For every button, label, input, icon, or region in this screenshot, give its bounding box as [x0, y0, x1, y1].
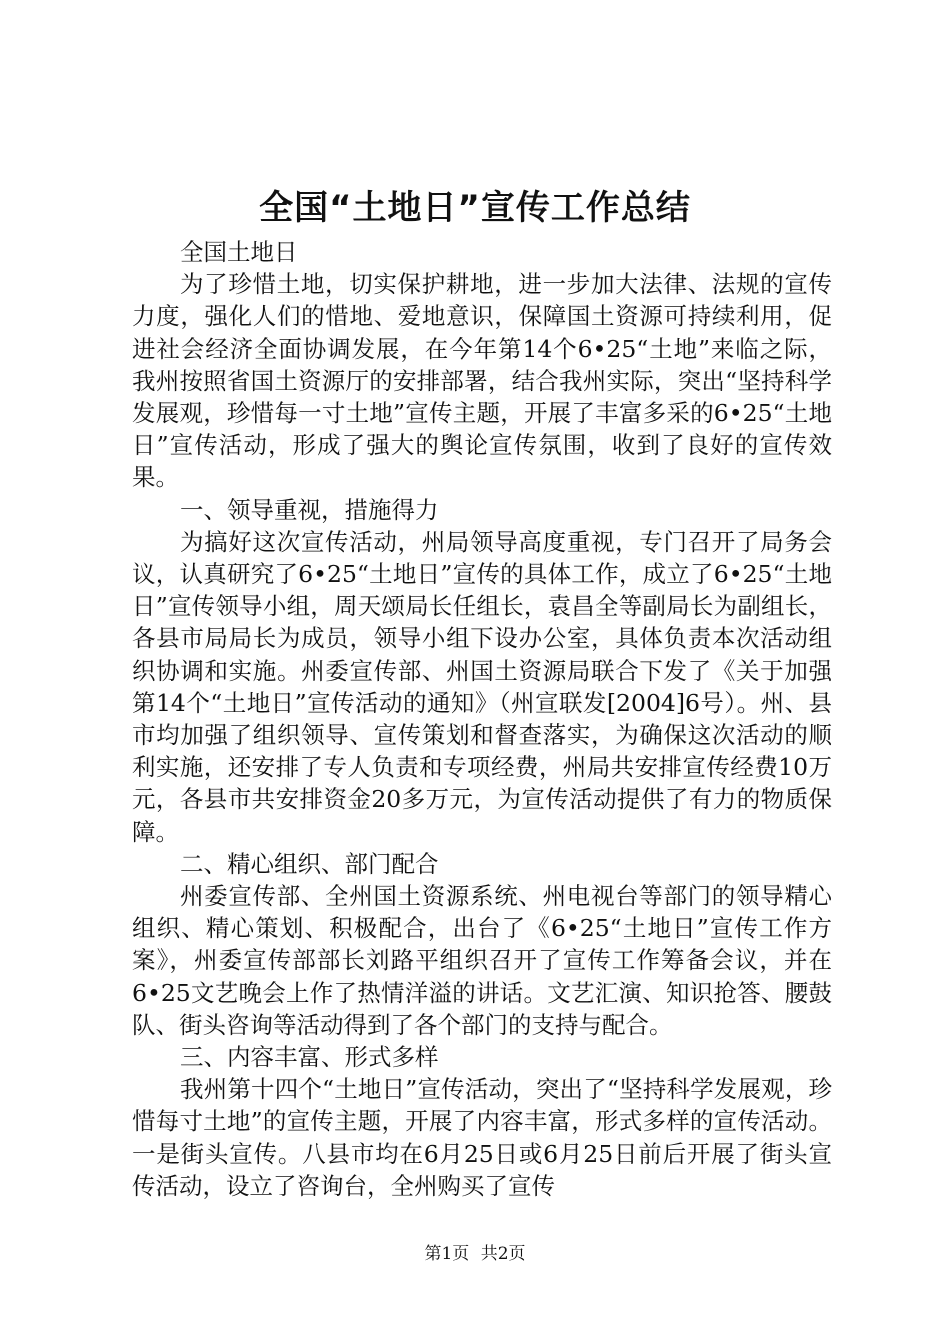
section-1-paragraph: 为搞好这次宣传活动，州局领导高度重视，专门召开了局务会议，认真研究了6•25“土地日”宣传的具体工作，成立了6•25“土地日”宣传领导小组，周天颂局长任组长，袁昌全等副局长为副组长，各县市局局长为成员，领导小组下设办公室，具体负责本次活动组织协调和实施。州委宣传部、州国土资源局联合下发了《关于加强第14个“土地日”宣传活动的通知》（州宣联发[2004]6号）。州、县市均加强了组织领导、宣传策划和督查落实，为确保这次活动的顺利实施，还安排了专人负责和专项经费，州局共安排宣传经费10万元，各县市共安排资金20多万元，为宣传活动提供了有力的物质保障。 — [132, 527, 832, 846]
intro-paragraph: 为了珍惜土地，切实保护耕地，进一步加大法律、法规的宣传力度，强化人们的惜地、爱地意识，保障国土资源可持续利用，促进社会经济全面协调发展，在今年第14个6•25“土地”来临之际，我州按照省国土资源厅的安排部署，结合我州实际，突出“坚持科学发展观，珍惜每一寸土地”宣传主题，开展了丰富多采的6•25“土地日”宣传活动，形成了强大的舆论宣传氛围，收到了良好的宣传效果。 — [132, 270, 832, 492]
section-2-paragraph: 州委宣传部、全州国土资源系统、州电视台等部门的领导精心组织、精心策划、积极配合，出台了《6•25“土地日”宣传工作方案》，州委宣传部部长刘路平组织召开了宣传工作筹备会议，并在6•25文艺晚会上作了热情洋溢的讲话。文艺汇演、知识抢答、腰鼓队、街头咨询等活动得到了各个部门的支持与配合。 — [132, 882, 832, 1039]
document-body — [132, 236, 832, 1202]
section-heading-3: 三、内容丰富、形式多样 — [180, 1043, 439, 1072]
page-total: 共2页 — [480, 1244, 526, 1264]
subtitle-paragraph: 全国土地日 — [180, 238, 298, 266]
section-3-paragraph: 我州第十四个“土地日”宣传活动，突出了“坚持科学发展观，珍惜每寸土地”的宣传主题，开展了内容丰富，形式多样的宣传活动。一是街头宣传。八县市均在6月25日或6月25日前后开展了街头宣传活动，设立了咨询台，全州购买了宣传 — [132, 1075, 832, 1200]
page-footer — [0, 1242, 950, 1266]
page-number: 第1页 — [424, 1244, 470, 1264]
section-heading-2: 二、精心组织、部门配合 — [180, 849, 439, 878]
document-title: 全国“土地日”宣传工作总结 — [259, 188, 691, 228]
section-heading-1: 一、领导重视，措施得力 — [180, 495, 439, 524]
